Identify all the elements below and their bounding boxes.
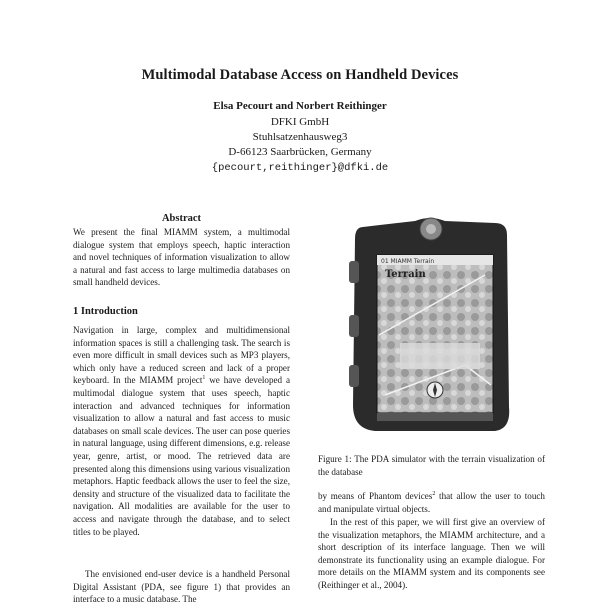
footnote-2-mark: 2 — [432, 490, 436, 497]
figure-caption: Figure 1: The PDA simulator with the terrain visualization of the database — [318, 454, 545, 477]
pda-side-button — [349, 365, 359, 387]
right-paragraph-2: In the rest of this paper, we will first give an overview of the visualization metaphors, the MIAMM architecture, and a short description of its interface language. Then we will demonstrate its functionality using an example dialogue. For more details on the MIAMM system and its components see (Reithinger et al., 2004). — [318, 517, 545, 590]
abstract-heading-text: Abstract — [161, 213, 202, 224]
intro-paragraph-1 — [73, 324, 290, 538]
screen-footer-bar — [377, 413, 493, 421]
pda-side-button — [349, 261, 359, 283]
screen-header-text: 01 MIAMM Terrain — [381, 258, 435, 265]
intro-p1-b: we have developed a multimodal dialogue system that uses speech, haptic interaction and advanced techniques for information visualization to allow a natural and fast access to music databases on small scale devices. The user can pose queries in natural language, using different dimensions, e.g. release year, genre, artist, or mood. The retrieved data are presented along this dimensions using various visualization metaphors. Haptic feedback allows the user to feel the size, density and structure of the visualized data to facilitate the navigation. All modalities are available for the user to access and navigate through the database, and to select titles to be played. — [73, 375, 290, 537]
right-p1-a: by means of Phantom devices — [318, 491, 433, 501]
footnote-1-mark: 1 — [202, 375, 206, 382]
abstract-heading — [73, 208, 290, 226]
dial-center-icon — [426, 224, 436, 234]
screen-title: Terrain — [385, 269, 426, 280]
authors: Elsa Pecourt and Norbert Reithinger — [213, 100, 387, 112]
terrain-label-box — [400, 343, 480, 369]
intro-heading: 1 Introduction — [73, 306, 138, 317]
pda-figure — [345, 215, 515, 437]
right-paragraph-1 — [318, 490, 545, 515]
email-text: {pecourt,reithinger}@dfki.de — [211, 162, 389, 174]
intro-p1-a: Navigation in large, complex and multidimensional information spaces is still a challenging task. The search is even more difficult in small devices such as MP3 players, which only have a reduced screen and lack of a proper keyboard. In the MIAMM project — [73, 325, 290, 386]
abstract-text: We present the final MIAMM system, a multimodal dialogue system that employs speech, haptic interaction and novel techniques of information visualization to allow a natural and fast access to large multimedia databases on small handheld devices. — [73, 227, 290, 288]
affiliation-city: D-66123 Saarbrücken, Germany — [228, 146, 372, 158]
affiliation-org: DFKI GmbH — [270, 116, 330, 128]
affiliation-street: Stuhlsatzenhausweg3 — [252, 131, 348, 143]
paper-title: Multimodal Database Access on Handheld Devices — [141, 67, 459, 83]
right-p1-b: that allow the user to touch and manipulate virtual objects. — [318, 491, 545, 514]
email — [0, 160, 600, 176]
intro-paragraph-2: The envisioned end-user device is a handheld Personal Digital Assistant (PDA, see figure 1) that provides an interface to a music database. The — [73, 569, 290, 605]
pda-side-button — [349, 315, 359, 337]
